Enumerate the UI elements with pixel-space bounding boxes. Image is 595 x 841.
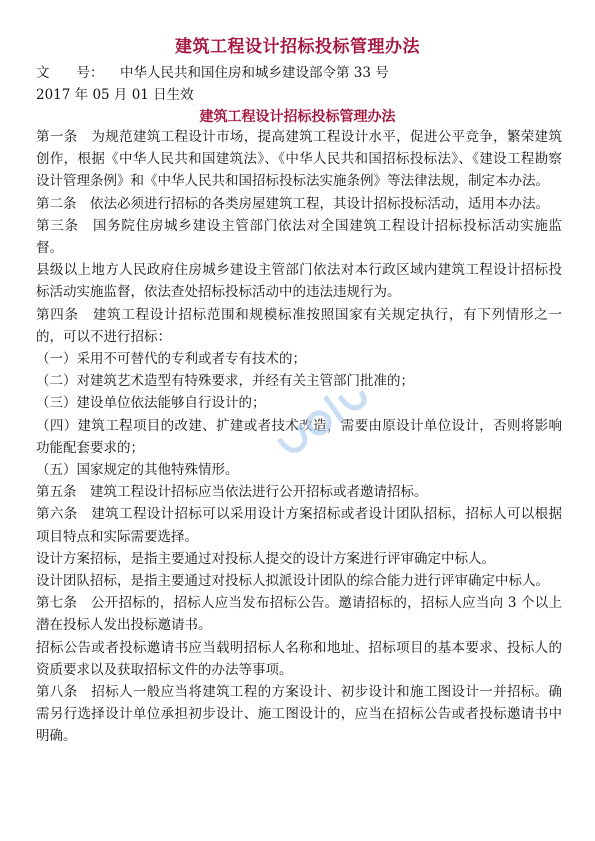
article-2: 第二条 依法必须进行招标的各类房屋建筑工程，其设计招标投标活动，适用本办法。	[36, 195, 549, 212]
article-4-item-2: （二）对建筑艺术造型有特殊要求，并经有关主管部门批准的；	[36, 373, 414, 390]
article-7-paragraph-2: 招标公告或者投标邀请书应当载明招标人名称和地址、招标项目的基本要求、投标人的资质要求以及获取招标文件的办法等事项。	[36, 639, 562, 678]
article-8: 第八条 招标人一般应当将建筑工程的方案设计、初步设计和施工图设计一并招标。确需另行选择设计单位承担初步设计、施工图设计的，应当在招标公告或者投标邀请书中明确。	[36, 684, 562, 745]
article-3: 第三条 国务院住房城乡建设主管部门依法对全国建筑工程设计招标投标活动实施监督。	[36, 217, 562, 257]
article-1: 第一条 为规范建筑工程设计市场，提高建筑工程设计水平，促进公平竞争，繁荣建筑创作，根据《中华人民共和国建筑法》、《中华人民共和国招标投标法》、《建设工程勘察设计管理条例》和《中华人民共和国招标投标法实施条例》等法律法规，制定本办法。	[36, 129, 562, 190]
article-3-paragraph-2: 县级以上地方人民政府住房城乡建设主管部门依法对本行政区域内建筑工程设计招标投标活动实施监督，依法查处招标投标活动中的违法违规行为。	[36, 262, 562, 301]
article-4: 第四条 建筑工程设计招标范围和规模标准按照国家有关规定执行，有下列情形之一的，可以不进行招标：	[36, 306, 562, 345]
document-number-line	[36, 62, 576, 84]
article-6-paragraph-2: 设计方案招标，是指主要通过对投标人提交的设计方案进行评审确定中标人。	[36, 550, 495, 567]
article-4-item-4: （四）建筑工程项目的改建、扩建或者技术改造，需要由原设计单位设计，否则将影响功能配套要求的；	[36, 417, 562, 456]
article-6-paragraph-3: 设计团队招标，是指主要通过对投标人拟派设计团队的综合能力进行评审确定中标人。	[36, 573, 549, 590]
article-5: 第五条 建筑工程设计招标应当依法进行公开招标或者邀请招标。	[36, 484, 428, 501]
document-number-value: 中华人民共和国住房和城乡建设部令第 33 号	[120, 65, 389, 81]
article-6: 第六条 建筑工程设计招标可以采用设计方案招标或者设计团队招标，招标人可以根据项目特点和实际需要选择。	[36, 506, 562, 545]
document-subtitle: 建筑工程设计招标投标管理办法	[199, 109, 396, 125]
document-body	[36, 126, 562, 748]
article-4-item-5: （五）国家规定的其他特殊情形。	[36, 462, 239, 479]
effective-date: 2017 年 05 月 01 日生效	[36, 87, 194, 103]
article-7: 第七条 公开招标的，招标人应当发布招标公告。邀请招标的，招标人应当向 3 个以上潜在投标人发出投标邀请书。	[36, 595, 562, 634]
article-4-item-1: （一）采用不可替代的专利或者专有技术的；	[36, 351, 306, 368]
document-number-label: 文 号：	[36, 65, 104, 81]
article-4-item-3: （三）建设单位依法能够自行设计的；	[36, 395, 266, 412]
document-title: 建筑工程设计招标投标管理办法	[175, 37, 420, 57]
